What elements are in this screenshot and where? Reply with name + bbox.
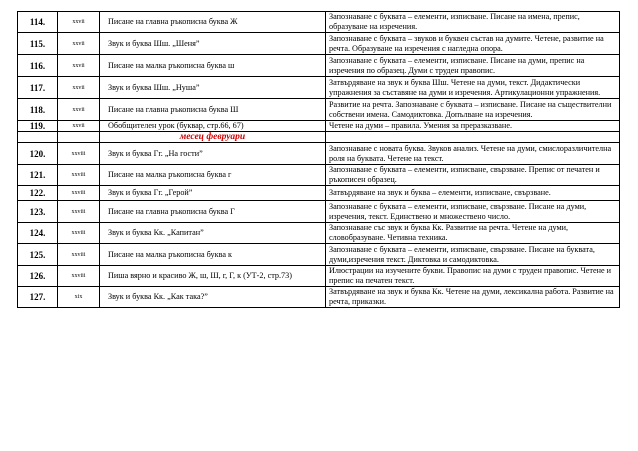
table-row xyxy=(18,287,620,308)
lesson-number: 122. xyxy=(18,186,58,201)
lesson-topic: Обобщителен урок (буквар, стр.66, 67) xyxy=(100,121,326,132)
table-row xyxy=(18,99,620,121)
week-number: xxviii xyxy=(58,201,100,223)
lesson-topic: Звук и буква Гг. „Герой” xyxy=(100,186,326,201)
lesson-topic: Звук и буква Гг. „На гости” xyxy=(100,143,326,165)
table-row xyxy=(18,12,620,33)
table-row xyxy=(18,33,620,55)
empty-cell xyxy=(18,132,58,143)
lesson-topic: Писане на главна ръкописна буква Г xyxy=(100,201,326,223)
lesson-topic: Звук и буква Кк. „Капитан” xyxy=(100,223,326,244)
table-row xyxy=(18,121,620,132)
month-label: месец февруари xyxy=(100,132,326,143)
lesson-number: 117. xyxy=(18,77,58,99)
week-number: xxviii xyxy=(58,143,100,165)
lesson-description: Затвърдяване на звук и буква Шш. Четене на думи, текст. Дидактически упражнения за съставяне на думи и изречения. Артикулационни упражнения. xyxy=(326,77,620,99)
week-number: xxvii xyxy=(58,33,100,55)
table-row xyxy=(18,77,620,99)
lesson-description: Запознаване с новата буква. Звуков анализ. Четене на думи, смислоразличителна роля на буквата. Четене на текст. xyxy=(326,143,620,165)
lesson-number: 123. xyxy=(18,201,58,223)
table-row xyxy=(18,223,620,244)
week-number: xxviii xyxy=(58,186,100,201)
lesson-plan-table xyxy=(17,11,620,308)
table-row xyxy=(18,186,620,201)
week-number: xxviii xyxy=(58,165,100,186)
lesson-description: Запознаване с буквата – елементи, изписване, свързване. Писане на буквата, думи,изречения текст. Диктовка и самодиктовка. xyxy=(326,244,620,266)
empty-cell xyxy=(326,132,620,143)
lesson-description: Илюстрации на изучените букви. Правопис на думи с труден правопис. Четене и препис на печатен текст. xyxy=(326,266,620,287)
week-number: xix xyxy=(58,287,100,308)
table-row xyxy=(18,201,620,223)
table-row xyxy=(18,244,620,266)
week-number: xxvii xyxy=(58,77,100,99)
week-number: xxvii xyxy=(58,99,100,121)
lesson-topic: Звук и буква Кк. „Как така?” xyxy=(100,287,326,308)
lesson-topic: Звук и буква Шш. „Шеня” xyxy=(100,33,326,55)
lesson-description: Запознаване с буквата – елементи, изписване, свързване. Препис от печатен и ръкописен образец. xyxy=(326,165,620,186)
lesson-number: 114. xyxy=(18,12,58,33)
lesson-description: Запознаване със звук и буква Кк. Развитие на речта. Четене на думи, словобразуване. Четивна техника. xyxy=(326,223,620,244)
lesson-number: 121. xyxy=(18,165,58,186)
lesson-topic: Писане на малка ръкописна буква г xyxy=(100,165,326,186)
lesson-description: Запознаване с буквата – елементи, изписване, свързване. Писане на думи, изречения, текст. Единствено и множествено число. xyxy=(326,201,620,223)
week-number: xxviii xyxy=(58,244,100,266)
empty-cell xyxy=(58,132,100,143)
lesson-number: 116. xyxy=(18,55,58,77)
week-number: xxviii xyxy=(58,266,100,287)
lesson-topic: Писане на малка ръкописна буква ш xyxy=(100,55,326,77)
table-row xyxy=(18,165,620,186)
lesson-description: Запознаване с буквата – звуков и буквен състав на думите. Четене, развитие на речта. Образуване на изречения с нагледна опора. xyxy=(326,33,620,55)
lesson-description: Запознаване с буквата – елементи, изписване. Писане на думи, препис на изречения по образец. Думи с труден правопис. xyxy=(326,55,620,77)
lesson-number: 120. xyxy=(18,143,58,165)
lesson-number: 118. xyxy=(18,99,58,121)
table-row xyxy=(18,266,620,287)
table-row xyxy=(18,143,620,165)
lesson-description: Затвърдяване на звук и буква – елементи, изписване, свързване. xyxy=(326,186,620,201)
lesson-description: Затвърдяване на звук и буква Кк. Четене на думи, лексикална работа. Развитие на речта, приказки. xyxy=(326,287,620,308)
lesson-description: Развитие на речта. Запознаване с буквата – изписване. Писане на съществителни собствени имена. Самодиктовка. Допълване на изречения. xyxy=(326,99,620,121)
lesson-description: Четене на думи – правила. Умения за преразказване. xyxy=(326,121,620,132)
lesson-topic: Писане на малка ръкописна буква к xyxy=(100,244,326,266)
lesson-topic: Звук и буква Шш. „Нуша” xyxy=(100,77,326,99)
lesson-number: 124. xyxy=(18,223,58,244)
lesson-topic: Писане на главна ръкописна буква Ж xyxy=(100,12,326,33)
lesson-number: 127. xyxy=(18,287,58,308)
lesson-topic: Пиша вярно и красиво Ж, ш, Ш, г, Г, к (УТ-2, стр.73) xyxy=(100,266,326,287)
lesson-number: 119. xyxy=(18,121,58,132)
week-number: xxviii xyxy=(58,223,100,244)
lesson-number: 126. xyxy=(18,266,58,287)
table-row xyxy=(18,55,620,77)
lesson-description: Запознаване с буквата – елементи, изписване. Писане на имена, препис, образуване на изречения. xyxy=(326,12,620,33)
week-number: xxvii xyxy=(58,12,100,33)
week-number: xxvii xyxy=(58,55,100,77)
lesson-number: 125. xyxy=(18,244,58,266)
lesson-number: 115. xyxy=(18,33,58,55)
lesson-topic: Писане на главна ръкописна буква Ш xyxy=(100,99,326,121)
month-row xyxy=(18,132,620,143)
week-number: xxvii xyxy=(58,121,100,132)
